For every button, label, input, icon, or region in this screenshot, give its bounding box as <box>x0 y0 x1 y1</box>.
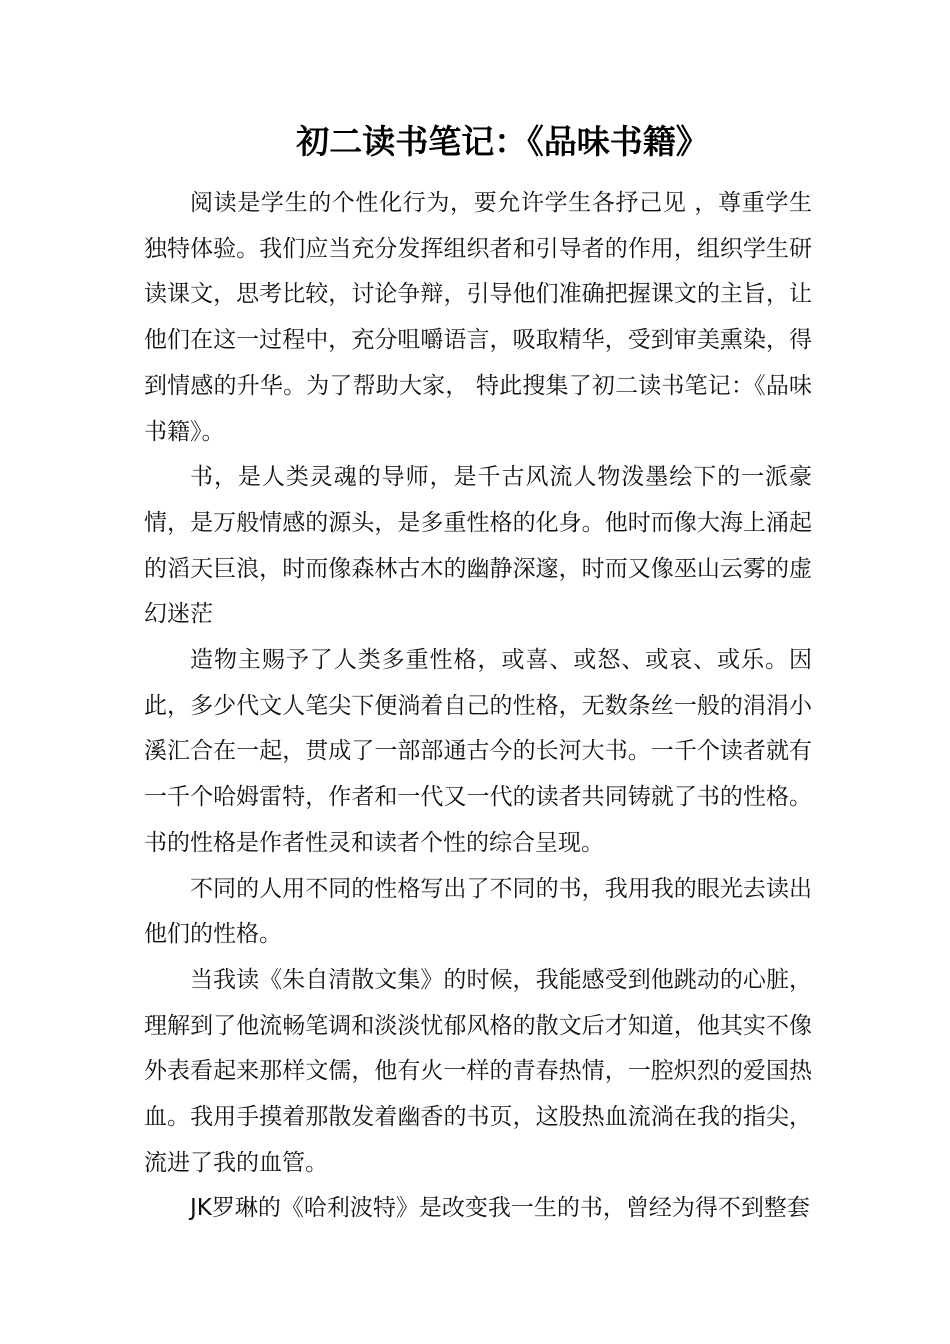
paragraph-harry-potter: JK罗琳的《哈利波特》是改变我一生的书，曾经为得不到整套 <box>190 1195 810 1222</box>
document-title: 初二读书笔记：《品味书籍》 <box>296 122 709 161</box>
paragraph-zhu-ziqing: 当我读《朱自清散文集》的时候，我能感受到他跳动的心脏，理解到了他流畅笔调和淡淡忧郁风格的散文后才知道，他其实不像外表看起来那样文儒，他有火一样的青春热情，一腔炽烈的爱国热血。我用手摸着那散发着幽香的书页，这股热血流淌在我的指尖，流进了我的血管。 <box>144 966 812 1176</box>
document-body <box>144 181 812 1232</box>
paragraph-book-character: 造物主赐予了人类多重性格，或喜、或怒、或哀、或乐。因此，多少代文人笔尖下便淌着自己的性格，无数条丝一般的涓涓小溪汇合在一起，贯成了一部部通古今的长河大书。一千个读者就有一千个哈姆雷特，作者和一代又一代的读者共同铸就了书的性格。书的性格是作者性灵和读者个性的综合呈现。 <box>144 647 812 856</box>
paragraph-intro: 阅读是学生的个性化行为，要允许学生各抒己见 ，尊重学生独特体验。我们应当充分发挥组织者和引导者的作用，组织学生研读课文，思考比较，讨论争辩，引导他们准确把握课文的主旨，让他们在这一过程中，充分咀嚼语言，吸取精华，受到审美熏染，得到情感的升华。为了帮助大家， 特此搜集了初二读书笔记：《品味书籍》。 <box>144 190 812 445</box>
paragraph-book-mentor: 书，是人类灵魂的导师，是千古风流人物泼墨绘下的一派豪情，是万般情感的源头，是多重性格的化身。他时而像大海上涌起的滔天巨浪，时而像森林古木的幽静深邃，时而又像巫山云雾的虚幻迷茫 <box>144 464 812 628</box>
paragraph-different-people: 不同的人用不同的性格写出了不同的书，我用我的眼光去读出他们的性格。 <box>144 875 812 948</box>
